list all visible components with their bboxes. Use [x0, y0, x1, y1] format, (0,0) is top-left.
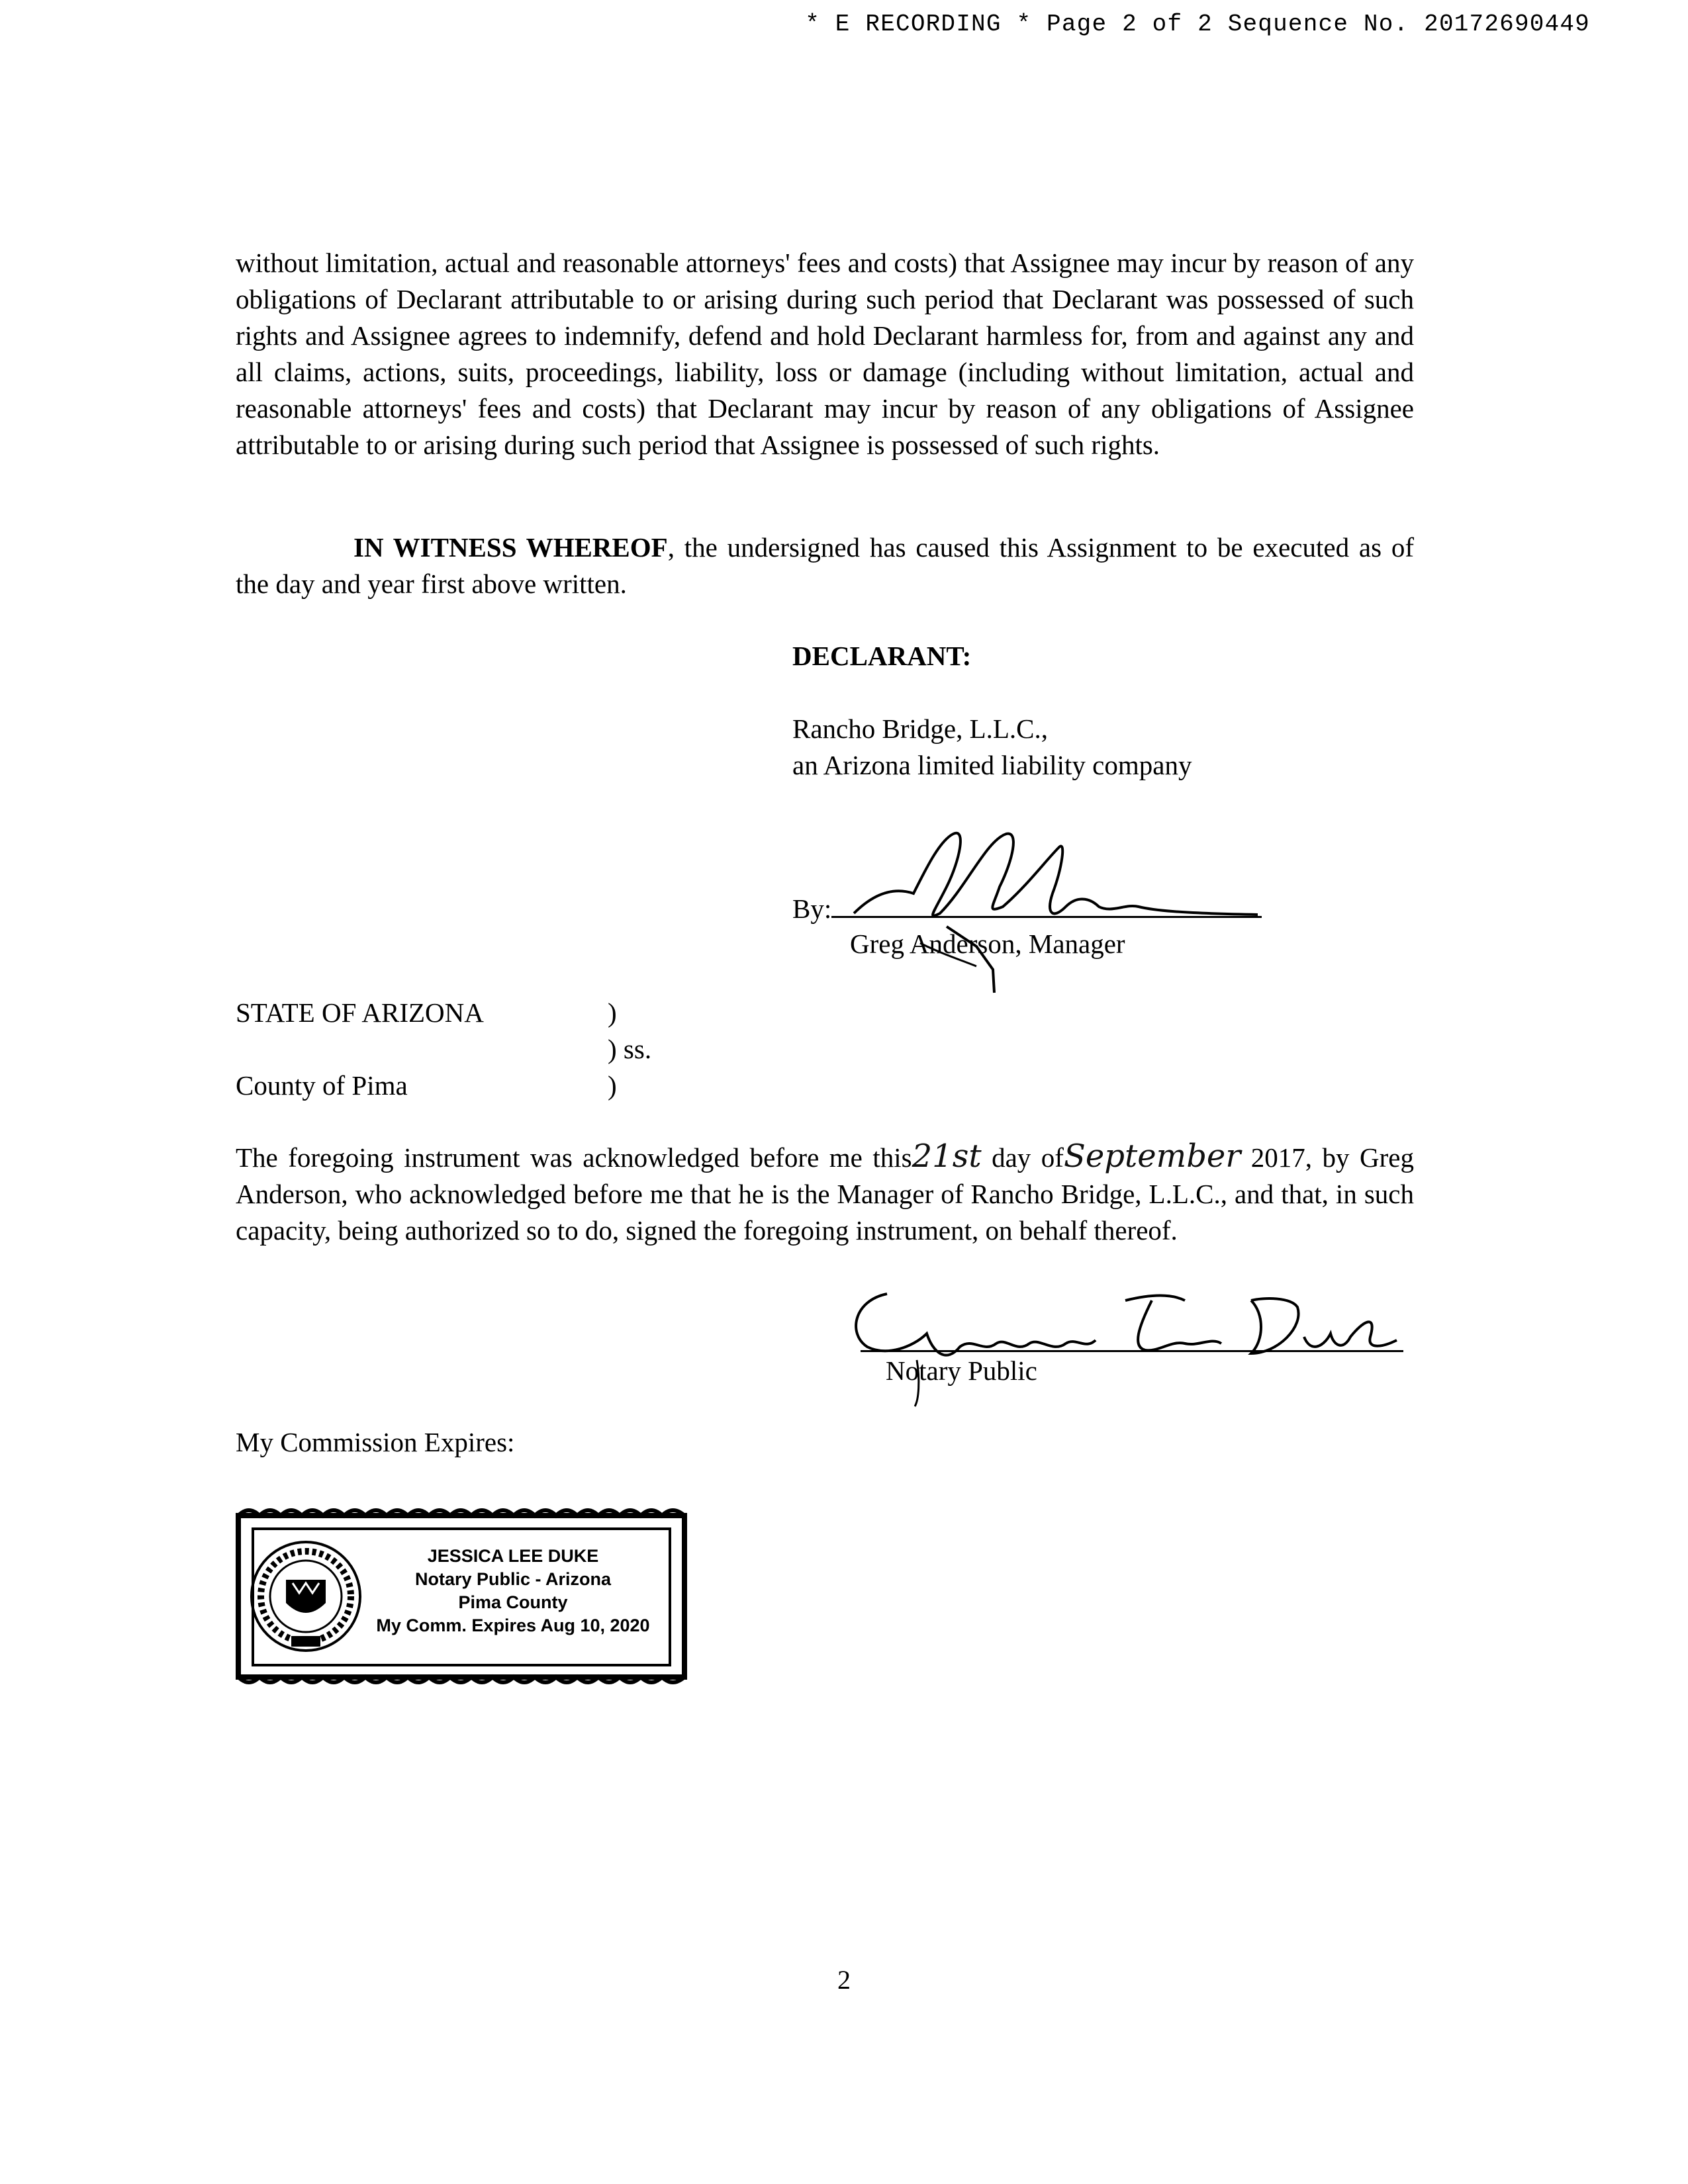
stamp-title: Notary Public - Arizona	[414, 1569, 612, 1589]
notary-stamp-text	[357, 1545, 669, 1637]
venue-paren-ss: ) ss.	[608, 1034, 652, 1064]
venue-paren-top: )	[608, 997, 617, 1028]
notary-public-label: Notary Public	[886, 1355, 1037, 1386]
ack-text-2: day of	[981, 1142, 1064, 1173]
company-name: Rancho Bridge, L.L.C.,	[792, 713, 1049, 744]
stamp-county: Pima County	[458, 1592, 568, 1612]
stamp-expiration: My Comm. Expires Aug 10, 2020	[376, 1615, 650, 1635]
manager-signature	[834, 814, 1271, 1013]
state-label: STATE OF ARIZONA	[236, 997, 484, 1028]
handwritten-month: September	[1063, 1138, 1241, 1175]
handwritten-day: 21st	[912, 1138, 982, 1175]
stamp-name: JESSICA LEE DUKE	[427, 1546, 599, 1566]
by-label: By:	[792, 893, 832, 924]
county-label: County of Pima	[236, 1070, 408, 1101]
page-number: 2	[837, 1965, 851, 1995]
commission-expires-label: My Commission Expires:	[236, 1427, 515, 1457]
venue-paren-bottom: )	[608, 1070, 617, 1101]
ack-text-3: 2017, by Greg Anderson, who acknowledged before me that he is the Manager of Rancho Bridge, L.L.C., and that, in such capacity, being authorized so to do, signed the foregoing instrument, on behalf thereof.	[236, 1142, 1414, 1246]
acknowledgment-paragraph	[236, 1138, 1414, 1249]
company-block	[792, 711, 1192, 784]
signature-line	[831, 916, 1262, 918]
witness-heading: IN WITNESS WHEREOF	[353, 532, 668, 563]
ack-text-1: The foregoing instrument was acknowledged before me this	[236, 1142, 912, 1173]
recording-header: * E RECORDING * Page 2 of 2 Sequence No. 20172690449	[805, 11, 1590, 38]
witness-text: , the undersigned has caused this Assignment to be executed as of the day and year first above written.	[236, 532, 1414, 599]
company-description: an Arizona limited liability company	[792, 750, 1192, 780]
declarant-heading: DECLARANT:	[792, 641, 972, 671]
notary-signature-line	[861, 1350, 1403, 1352]
signer-name: Greg Anderson, Manager	[850, 929, 1125, 959]
witness-paragraph	[236, 529, 1414, 602]
continued-paragraph: without limitation, actual and reasonable attorneys' fees and costs) that Assignee may incur by reason of any obligations of Declarant attributable to or arising during such period that Declarant was possessed of such rights and Assignee agrees to indemnify, defend and hold Declarant harmless for, from and against any and all claims, actions, suits, proceedings, liability, loss or damage (including without limitation, actual and reasonable attorneys' fees and costs) that Declarant may incur by reason of any obligations of Assignee attributable to or arising during such period that Assignee is possessed of such rights.	[236, 248, 1414, 460]
